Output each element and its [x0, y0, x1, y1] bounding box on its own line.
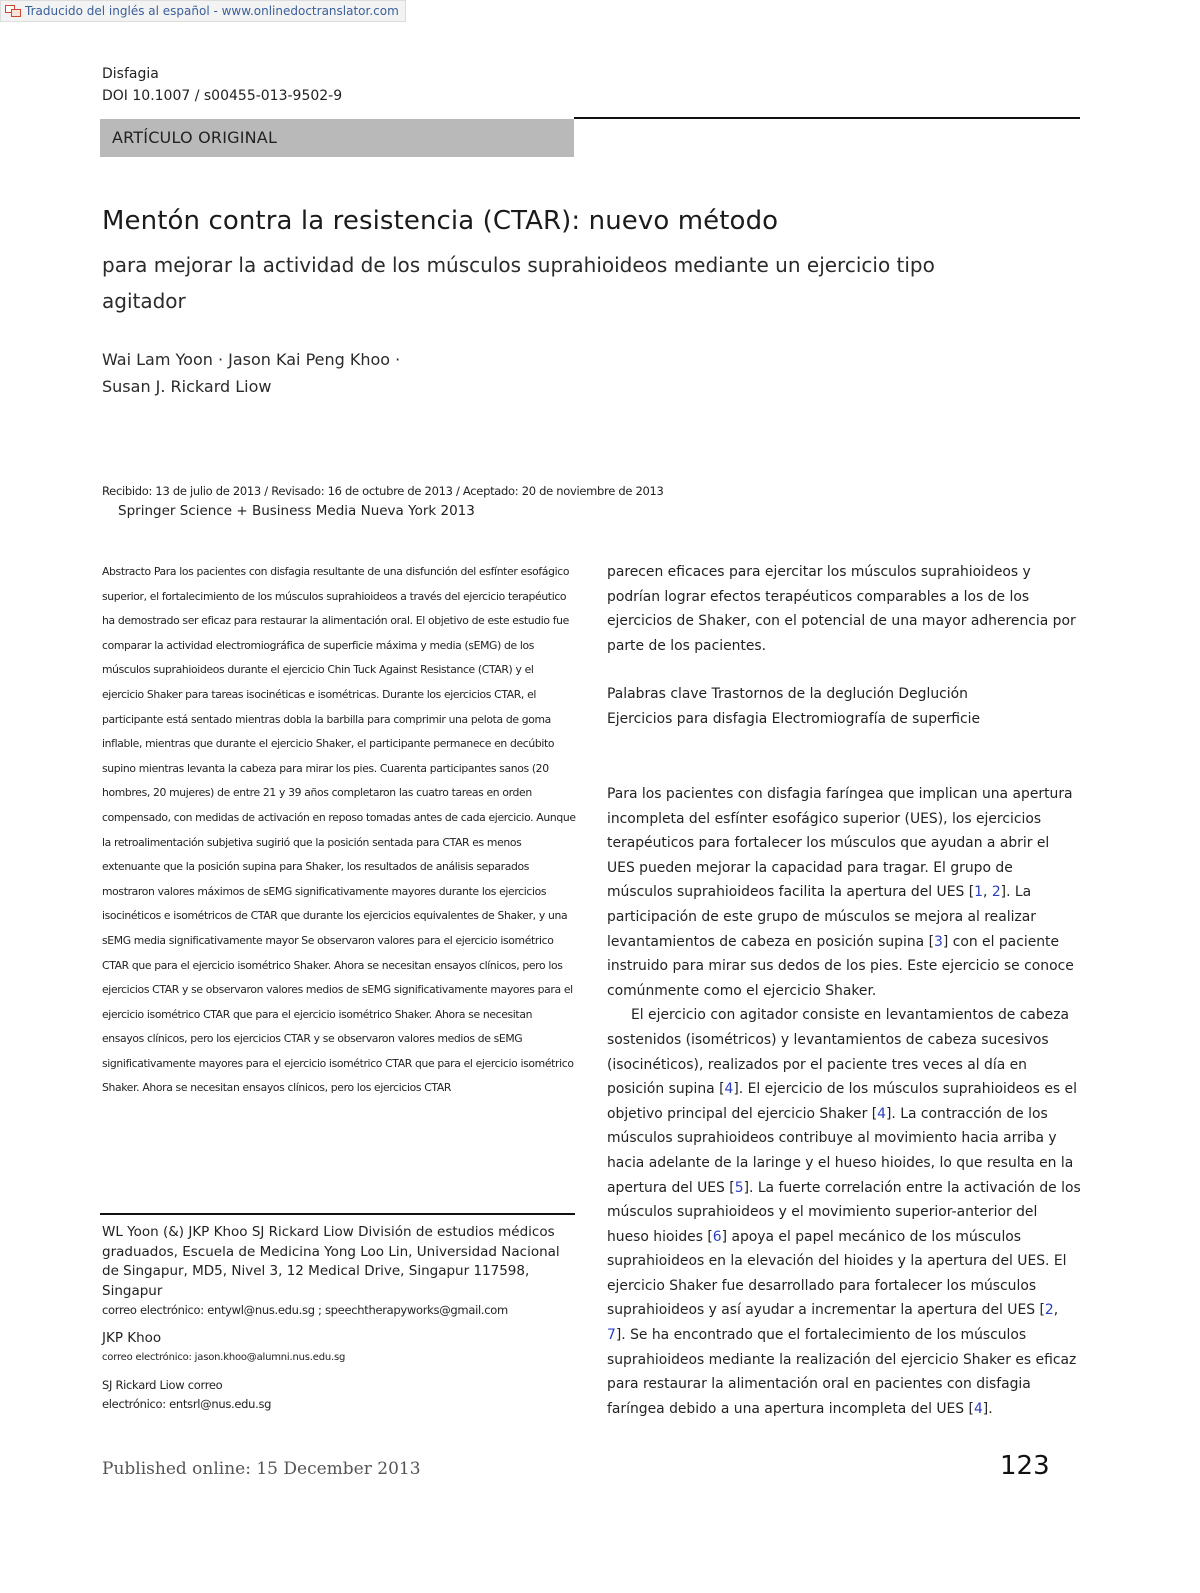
abstract-text: Abstracto Para los pacientes con disfagia resultante de una disfunción del esfínter esofágico superior, el fortalecimiento de los músculos suprahioideos a través del ejercicio terapéutico ha demostrado ser eficaz para restaurar la alimentación oral. El objetivo de este estudio fue comparar la actividad electromiográfica de superficie máxima y media (sEMG) de los músculos suprahioideos durante el ejercicio Chin Tuck Against Resistance (CTAR) y el ejercicio Shaker para tareas isocinéticas e isométricas. Durante los ejercicios CTAR, el participante está sentado mientras dobla la barbilla para comprimir una pelota de goma inflable, mientras que durante el ejercicio Shaker, el participante permanece en decúbito supino mientras levanta la cabeza para mirar los pies. Cuarenta participantes sanos (20 hombres, 20 mujeres) de entre 21 y 39 años completaron las cuatro tareas en orden compensado, con medidas de activación en reposo tomadas antes de cada ejercicio. Aunque la retroalimentación subjetiva sugirió que la posición sentada para CTAR es menos extenuante que la posición supina para Shaker, los resultados de análisis separados mostraron valores máximos de sEMG significativamente mayores durante los ejercicios isocinéticos e isométricos de CTAR que durante los ejercicios equivalentes de Shaker, y una sEMG media significativamente mayor Se observaron valores para el ejercicio isométrico CTAR que para el ejercicio isométrico Shaker. Ahora se necesitan ensayos clínicos, pero los ejercicios CTAR y se observaron valores medios de sEMG significativamente mayores para el ejercicio isométrico CTAR que para el ejercicio isométrico Shaker. Ahora se necesitan ensayos clínicos, pero los ejercicios CTAR y se observaron valores medios de sEMG significativamente mayores para el ejercicio isométrico CTAR que para el ejercicio isométrico Shaker. Ahora se necesitan ensayos clínicos, pero los ejercicios CTAR	[102, 565, 576, 1095]
abstract-continuation: parecen eficaces para ejercitar los músculos suprahioideos y podrían lograr efectos terapéuticos comparables a los de los ejercicios de Shaker, con el potencial de una mayor adherencia por parte de los pacientes.	[607, 564, 1076, 654]
text-run: ]. La contracción de los músculos suprahioideos contribuye al movimiento hacia arriba y hacia adelante de la laringe y el hueso hioides, lo que resulta en la apertura del UES [	[607, 1105, 1074, 1196]
author-list	[102, 346, 400, 400]
text-run: ] apoya el papel mecánico de los músculos suprahioideos en la elevación del hioides y la apertura del UES. El ejercicio Shaker fue desarrollado para fortalecer los músculos suprahioideos y así ayudar a incrementar la apertura del UES [	[607, 1228, 1067, 1319]
translator-banner-text[interactable]: Traducido del inglés al español - www.onlinedoctranslator.com	[25, 4, 399, 18]
text-run: Para los pacientes con disfagia faríngea que implican una apertura incompleta del esfínter esofágico superior (UES), los ejercicios terapéuticos para fortalecer los músculos que ayudan a abrir el UES pueden mejorar la capacidad para tragar. El grupo de músculos suprahioideos facilita la apertura del UES [	[607, 786, 1073, 901]
affiliation-main: WL Yoon (&) JKP Khoo SJ Rickard Liow División de estudios médicos graduados, Escuela de Medicina Yong Loo Lin, Universidad Nacional de Singapur, MD5, Nivel 3, 12 Medical Drive, Singapur 117598, Singapur	[102, 1224, 560, 1299]
citation-link[interactable]: 5	[734, 1179, 744, 1196]
footnote-rule	[100, 1213, 575, 1215]
citation-link[interactable]: 4	[973, 1400, 983, 1417]
translator-banner[interactable]	[0, 0, 406, 22]
keywords-line-2: Ejercicios para disfagia Electromiografía de superficie	[607, 710, 981, 727]
body-paragraph-2	[607, 1003, 1081, 1421]
authors-line-1: Wai Lam Yoon · Jason Kai Peng Khoo ·	[102, 350, 401, 369]
article-title: Mentón contra la resistencia (CTAR): nuevo método	[102, 206, 779, 236]
citation-link[interactable]: 2	[991, 884, 1001, 901]
citation-link[interactable]: 6	[712, 1228, 722, 1245]
citation-link[interactable]: 7	[607, 1327, 616, 1344]
text-run: ] con el paciente instruido para mirar sus dedos de los pies. Este ejercicio se conoce comúnmente como el ejercicio Shaker.	[607, 933, 1074, 999]
text-run: ]. El ejercicio de los músculos suprahioideos es el objetivo principal del ejercicio Shaker [	[607, 1081, 1077, 1122]
author-name-khoo: JKP Khoo	[102, 1329, 162, 1346]
body-paragraph-1	[607, 782, 1081, 1003]
keywords	[607, 682, 1081, 731]
email-khoo: correo electrónico: jason.khoo@alumni.nus.edu.sg	[102, 1352, 346, 1363]
keywords-line-1: Palabras clave Trastornos de la deglución Deglución	[607, 686, 968, 702]
published-date: Published online: 15 December 2013	[102, 1459, 421, 1479]
copyright-notice: Springer Science + Business Media Nueva York 2013	[118, 503, 475, 519]
submission-dates: Recibido: 13 de julio de 2013 / Revisado: 16 de octubre de 2013 / Aceptado: 20 de noviembre de 2013	[102, 484, 664, 498]
article-type-label: ARTÍCULO ORIGINAL	[100, 119, 574, 157]
email-liow: electrónico: entsrl@nus.edu.sg	[102, 1397, 272, 1411]
citation-link[interactable]: 1	[974, 884, 983, 901]
citation-link[interactable]: 3	[934, 933, 943, 950]
citation-link[interactable]: 4	[877, 1105, 886, 1122]
citation-link[interactable]: 4	[724, 1081, 734, 1098]
text-run: ]. La fuerte correlación entre la activación de los músculos suprahioideos y el movimiento superior-anterior del hueso hioides [	[607, 1179, 1081, 1245]
doi: DOI 10.1007 / s00455-013-9502-9	[102, 88, 343, 104]
text-run: ].	[982, 1400, 993, 1417]
citation-link[interactable]: 2	[1044, 1302, 1054, 1319]
text-run: ]. La participación de este grupo de músculos se mejora al realizar levantamientos de cabeza en posición supina [	[607, 884, 1036, 950]
text-run: ,	[1053, 1302, 1059, 1319]
translate-icon	[5, 5, 21, 18]
affiliation-block	[102, 1223, 576, 1415]
text-run: El ejercicio con agitador consiste en levantamientos de cabeza sostenidos (isométricos) y levantamientos de cabeza sucesivos (isocinéticos), realizados por el paciente tres veces al día en posición supina [	[607, 1007, 1070, 1098]
authors-line-2: Susan J. Rickard Liow	[102, 377, 272, 396]
text-run: ,	[982, 884, 992, 901]
header-rule	[574, 117, 1080, 119]
body-text	[607, 782, 1081, 1421]
journal-info	[102, 63, 342, 107]
page-number: 123	[1000, 1451, 1050, 1481]
journal-name: Disfagia	[102, 66, 159, 82]
text-run: ]. Se ha encontrado que el fortalecimiento de los músculos suprahioideos mediante la realización del ejercicio Shaker es eficaz para restaurar la alimentación oral en pacientes con disfagia faríngea debido a una apertura incompleta del UES [	[607, 1327, 1077, 1417]
email-primary: correo electrónico: entywl@nus.edu.sg ; speechtherapyworks@gmail.com	[102, 1303, 508, 1317]
author-name-liow: SJ Rickard Liow correo	[102, 1377, 223, 1392]
article-subtitle: para mejorar la actividad de los músculos suprahioideos mediante un ejercicio tipo agitador	[102, 253, 935, 313]
